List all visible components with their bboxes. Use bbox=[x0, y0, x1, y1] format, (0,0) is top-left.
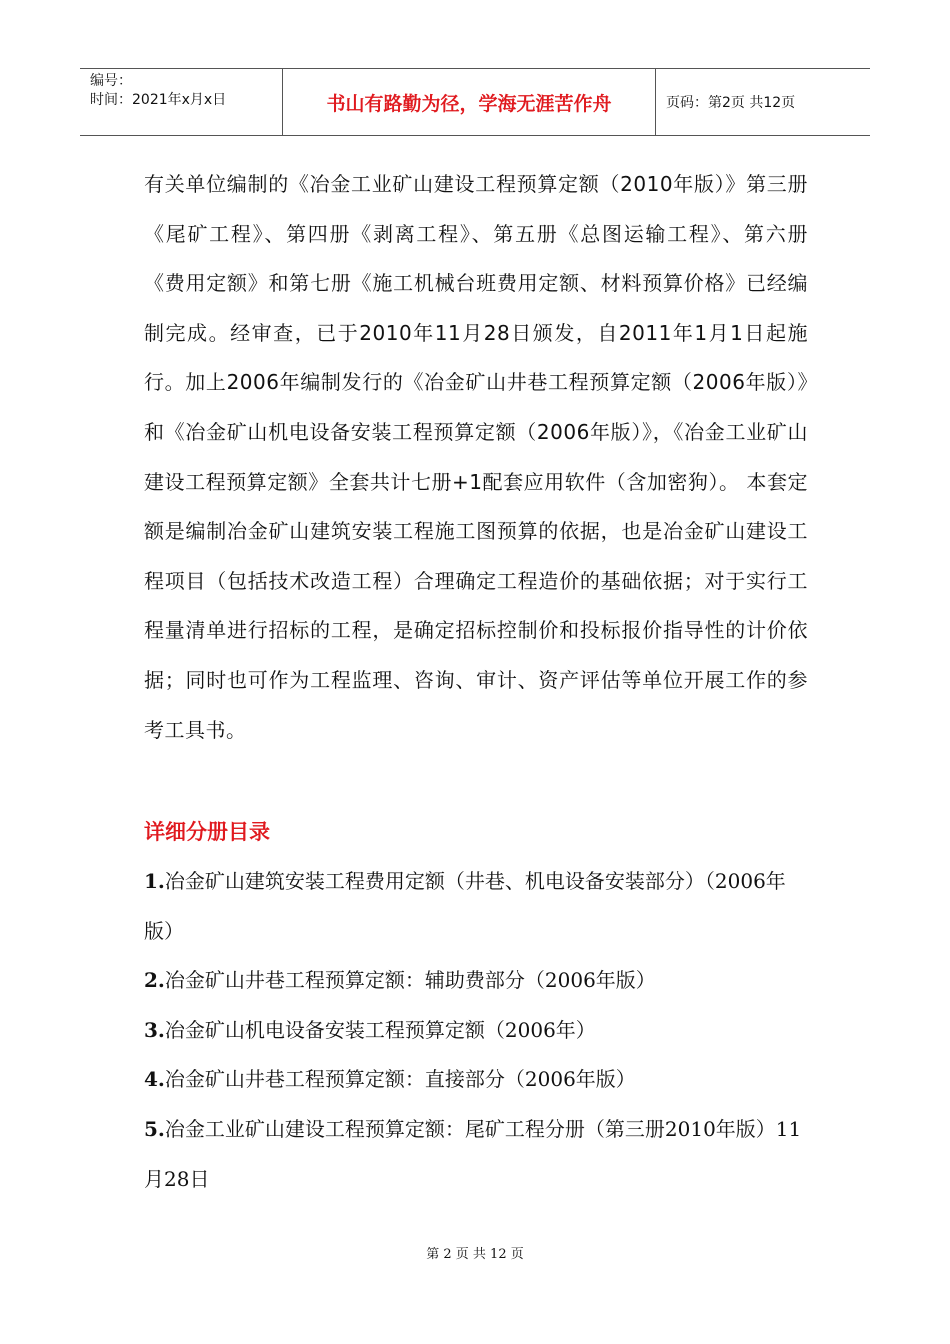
toc-item-text: 冶金矿山建筑安装工程费用定额（井巷、机电设备安装部分）（2006年版） bbox=[144, 869, 786, 943]
header-motto: 书山有路勤为径，学海无涯苦作舟 bbox=[283, 69, 656, 135]
toc-item-text: 冶金矿山井巷工程预算定额：辅助费部分（2006年版） bbox=[164, 968, 656, 993]
date-line: 时间：2021年x月x日 bbox=[90, 92, 227, 108]
toc-item-number: 1. bbox=[144, 869, 165, 893]
toc-title: 详细分册目录 bbox=[144, 820, 270, 844]
toc-item-text: 冶金矿山机电设备安装工程预算定额（2006年） bbox=[164, 1017, 596, 1042]
toc-item-number: 4. bbox=[144, 1067, 165, 1092]
toc-item-number: 2. bbox=[144, 968, 165, 993]
toc-item-text: 冶金工业矿山建设工程预算定额：尾矿工程分册（第三册2010年版）11月28日 bbox=[144, 1116, 802, 1191]
toc-item bbox=[144, 857, 814, 956]
code-label: 编号： bbox=[90, 73, 132, 89]
toc-item-text: 冶金矿山井巷工程预算定额：直接部分（2006年版） bbox=[164, 1067, 636, 1092]
toc-item bbox=[144, 1006, 814, 1056]
page-header bbox=[80, 68, 870, 136]
header-page-info: 页码：第2页 共12页 bbox=[666, 95, 796, 111]
toc-item bbox=[144, 956, 814, 1006]
header-meta bbox=[80, 69, 283, 135]
toc-item-number: 3. bbox=[144, 1017, 165, 1042]
toc-list bbox=[144, 857, 814, 1204]
toc-item bbox=[144, 1105, 814, 1204]
page-footer: 第 2 页 共 12 页 bbox=[426, 1247, 524, 1262]
body-paragraph: 有关单位编制的《冶金工业矿山建设工程预算定额（2010年版）》第三册《尾矿工程》、第四册《剥离工程》、第五册《总图运输工程》、第六册《费用定额》和第七册《施工机械台班费用定额、材料预算价格》已经编制完成。经审查，已于2010年11月28日颁发，自2011年1月1日起施行。加上2006年编制发行的《冶金矿山井巷工程预算定额（2006年版）》和《冶金矿山机电设备安装工程预算定额（2006年版）》，《冶金工业矿山建设工程预算定额》全套共计七册+1配套应用软件（含加密狗）。 本套定额是编制冶金矿山建筑安装工程施工图预算的依据，也是冶金矿山建设工程项目（包括技术改造工程）合理确定工程造价的基础依据；对于实行工程量清单进行招标的工程，是确定招标控制价和投标报价指导性的计价依据；同时也可作为工程监理、咨询、审计、资产评估等单位开展工作的参考工具书。 bbox=[144, 172, 808, 742]
toc-item-number: 5. bbox=[144, 1116, 165, 1141]
toc-item bbox=[144, 1055, 814, 1105]
